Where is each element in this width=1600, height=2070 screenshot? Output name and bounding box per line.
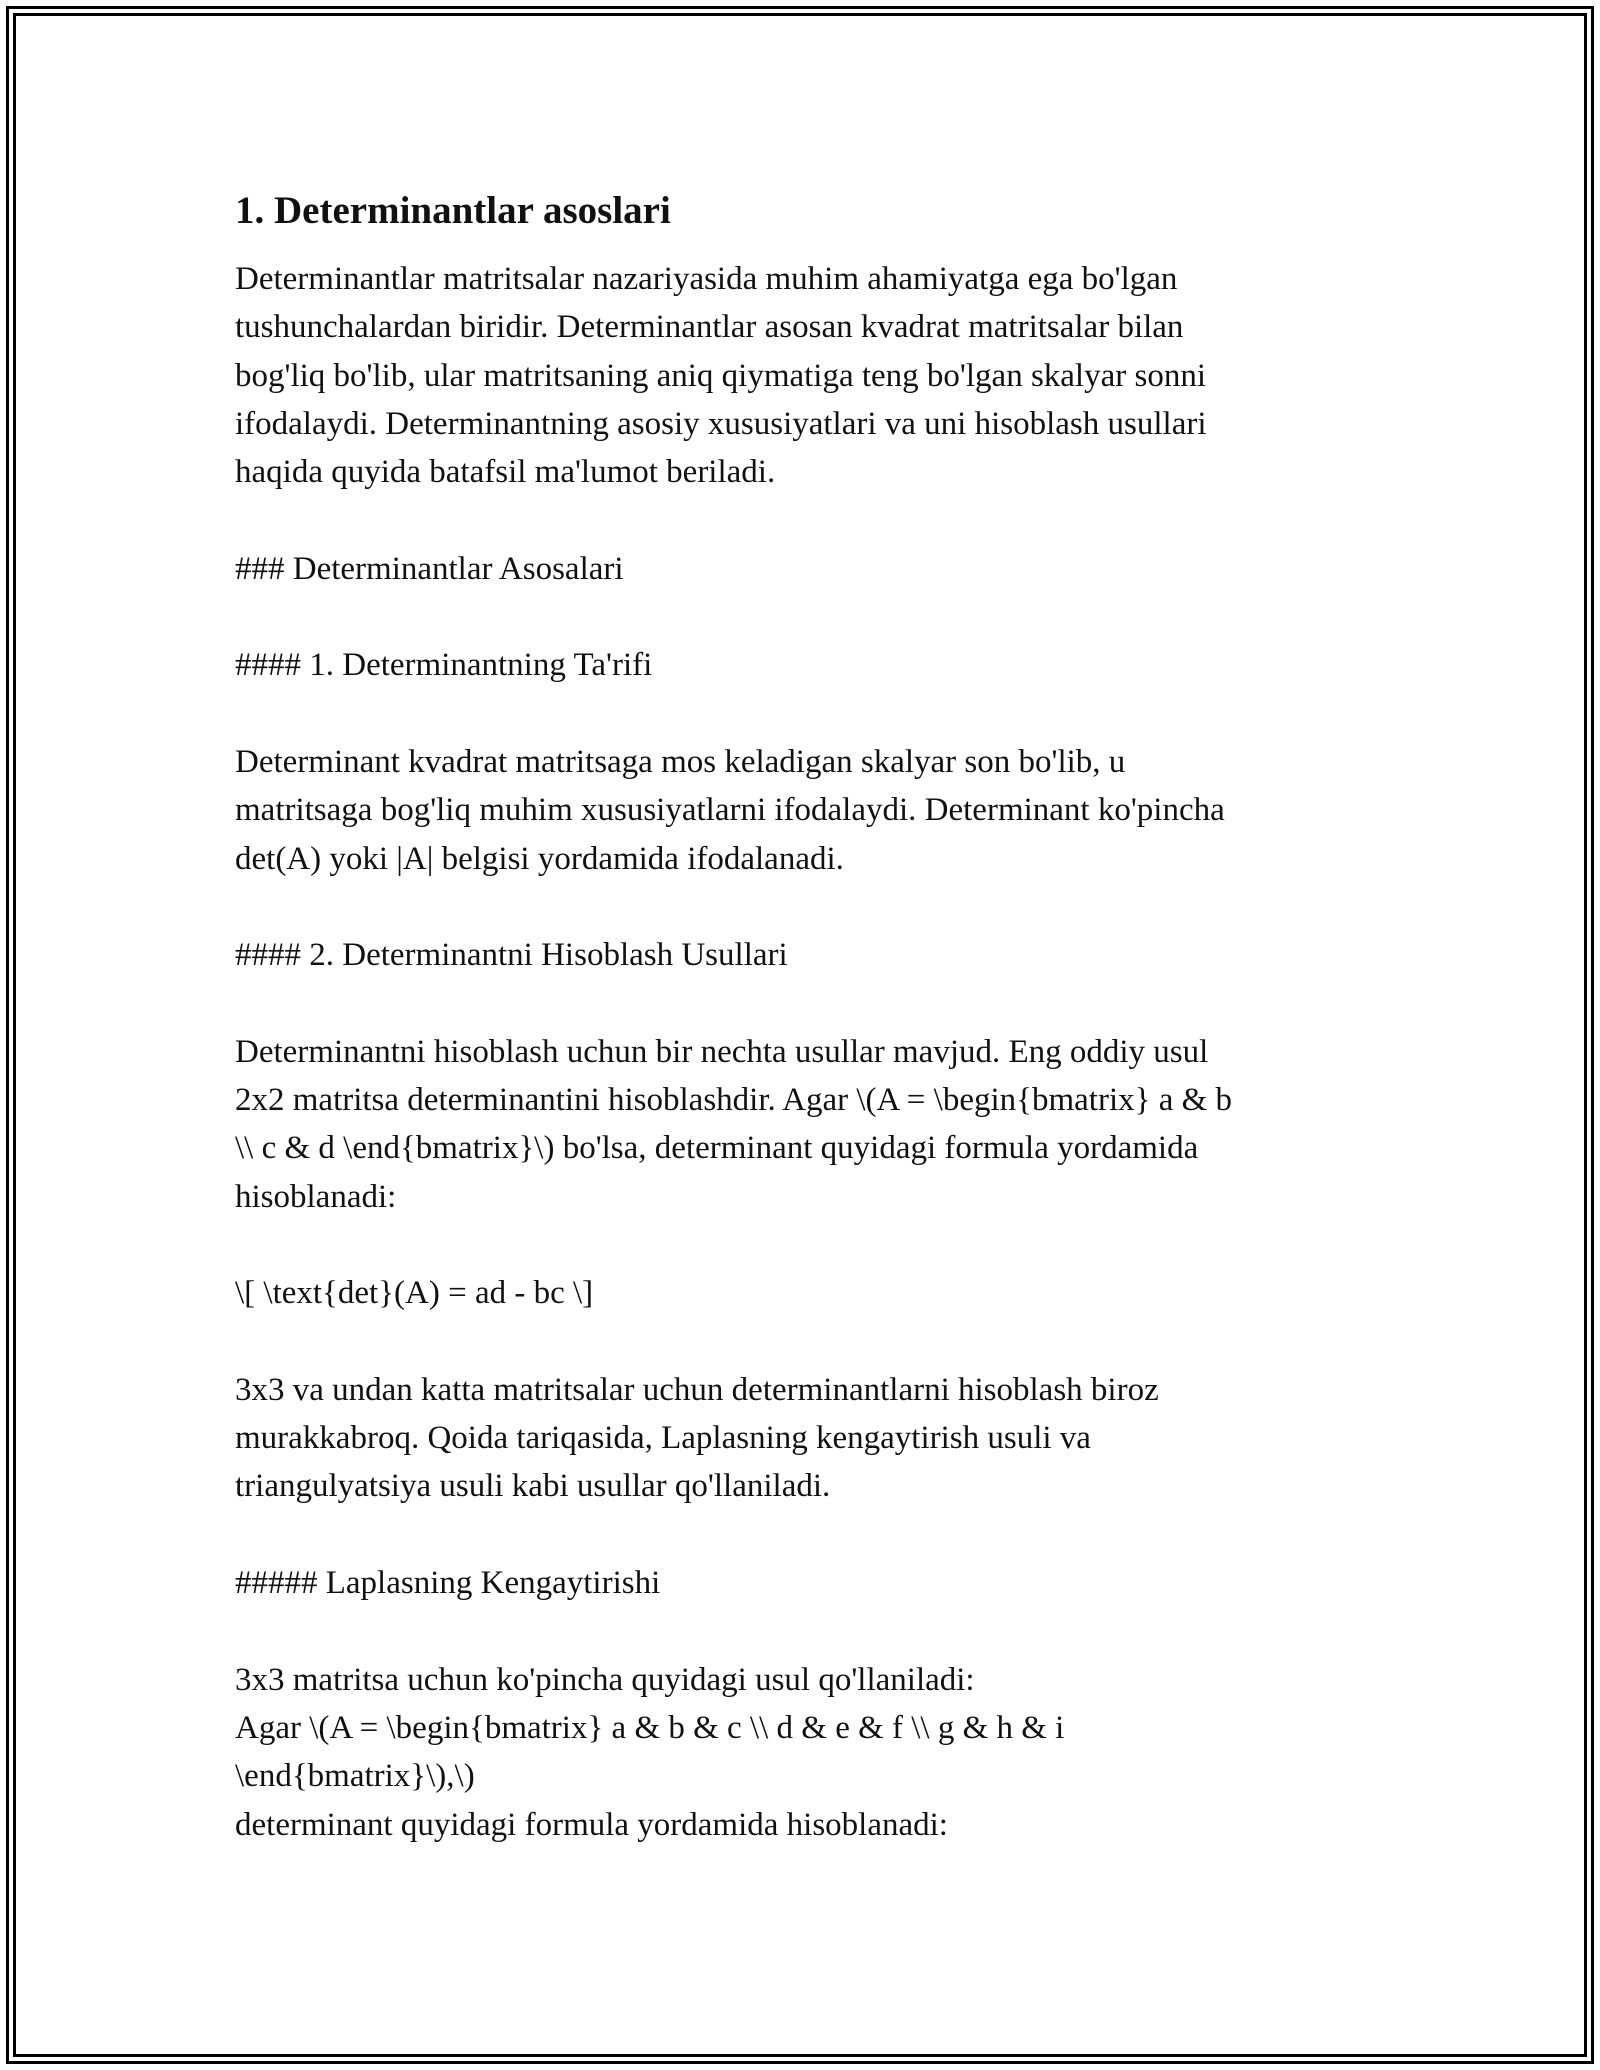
heading-definition: #### 1. Determinantning Ta'rifi <box>235 647 653 684</box>
document-body <box>235 185 1375 1849</box>
text-line: matritsaga bog'liq muhim xususiyatlarni ifodalaydi. Determinant ko'pincha <box>235 792 1225 829</box>
methods-paragraph <box>235 1028 1375 1221</box>
text-line: \\ c & d \end{bmatrix}\) bo'lsa, determinant quyidagi formula yordamida <box>235 1130 1199 1167</box>
text-line: Determinantlar matritsalar nazariyasida muhim ahamiyatga ega bo'lgan <box>235 261 1178 297</box>
text-line: determinant quyidagi formula yordamida hisoblanadi: <box>235 1806 948 1843</box>
heading-laplace: ##### Laplasning Kengaytirishi <box>235 1565 661 1602</box>
text-line: haqida quyida batafsil ma'lumot beriladi. <box>235 454 776 491</box>
definition-paragraph <box>235 738 1375 883</box>
text-line: ifodalaydi. Determinantning asosiy xususiyatlari va uni hisoblash usullari <box>235 405 1207 442</box>
text-line: bog'liq bo'lib, ular matritsaning aniq qiymatiga teng bo'lgan skalyar sonni <box>235 357 1207 394</box>
text-line: Agar \(A = \begin{bmatrix} a & b & c \\ d & e & f \\ g & h & i <box>235 1709 1065 1746</box>
text-line: 2x2 matritsa determinantini hisoblashdir. Agar \(A = \begin{bmatrix} a & b <box>235 1082 1233 1119</box>
laplace-paragraph <box>235 1656 1375 1849</box>
document-title: 1. Determinantlar asoslari <box>235 189 671 232</box>
text-line: Determinant kvadrat matritsaga mos keladigan skalyar son bo'lib, u <box>235 743 1126 780</box>
heading-level-3: ### Determinantlar Asosalari <box>235 550 624 587</box>
text-line: 3x3 matritsa uchun ko'pincha quyidagi usul qo'llaniladi: <box>235 1661 975 1698</box>
formula-2x2: \[ \text{det}(A) = ad - bc \] <box>235 1275 594 1312</box>
text-line: \end{bmatrix}\),\) <box>235 1758 475 1795</box>
text-line: 3x3 va undan katta matritsalar uchun determinantlarni hisoblash biroz <box>235 1371 1159 1408</box>
larger-matrix-paragraph <box>235 1366 1375 1511</box>
text-line: murakkabroq. Qoida tariqasida, Laplasning kengaytirish usuli va <box>235 1420 1091 1457</box>
text-line: tushunchalardan biridir. Determinantlar asosan kvadrat matritsalar bilan <box>235 309 1184 346</box>
text-line: det(A) yoki |A| belgisi yordamida ifodalanadi. <box>235 840 844 877</box>
heading-methods: #### 2. Determinantni Hisoblash Usullari <box>235 937 788 974</box>
text-line: Determinantni hisoblash uchun bir nechta usullar mavjud. Eng oddiy usul <box>235 1033 1209 1070</box>
text-line: hisoblanadi: <box>235 1178 397 1215</box>
text-line: triangulyatsiya usuli kabi usullar qo'llaniladi. <box>235 1468 831 1505</box>
intro-paragraph <box>235 255 1375 496</box>
